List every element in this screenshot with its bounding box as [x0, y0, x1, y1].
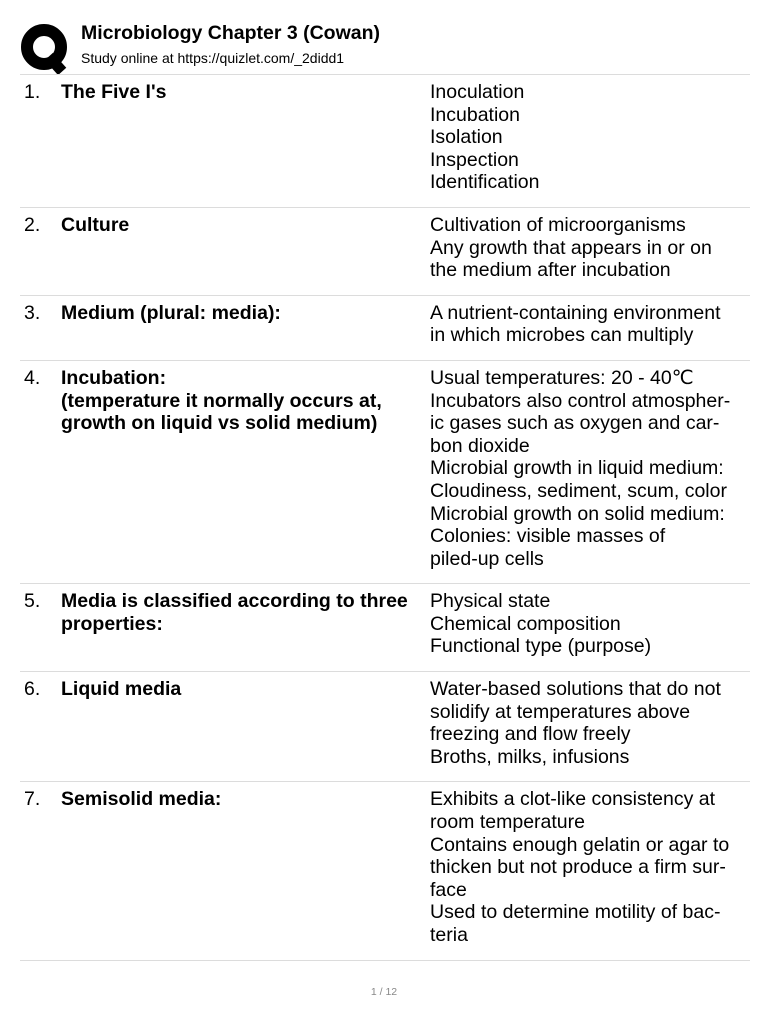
term-line: growth on liquid vs solid medium)	[61, 412, 378, 435]
definition-line: Incubators also control atmospher-	[430, 389, 731, 412]
flashcard-row	[20, 584, 750, 672]
term-line: Culture	[61, 213, 130, 236]
definition-line: in which microbes can multiply	[430, 324, 694, 347]
definition-line: Identification	[430, 171, 540, 194]
definition-line: Microbial growth on solid medium:	[430, 502, 725, 525]
card-number: 3.	[24, 301, 41, 324]
term-line: properties:	[61, 612, 163, 635]
term-line: Liquid media	[61, 678, 182, 701]
card-term	[61, 788, 430, 811]
term-line: Incubation:	[61, 366, 167, 389]
term-line: The Five I's	[61, 81, 167, 103]
card-number: 4.	[24, 366, 41, 389]
card-term	[61, 81, 430, 104]
card-number: 2.	[24, 213, 41, 236]
definition-line: Microbial growth in liquid medium:	[430, 457, 724, 480]
card-number: 6.	[24, 678, 41, 701]
term-line: Media is classified according to three	[61, 590, 408, 613]
term-line: (temperature it normally occurs at,	[61, 389, 382, 412]
flashcard-row	[20, 75, 750, 208]
definition-line: Any growth that appears in or on	[430, 236, 712, 259]
document-title: Microbiology Chapter 3 (Cowan)	[81, 22, 381, 44]
card-number: 7.	[24, 788, 41, 811]
card-definition	[430, 302, 750, 347]
definition-line: Inspection	[430, 148, 519, 171]
definition-line: piled-up cells	[430, 547, 544, 570]
definition-line: Broths, milks, infusions	[430, 745, 630, 768]
card-definition	[430, 81, 750, 194]
flashcard-row	[20, 672, 750, 782]
definition-line: Cultivation of microorganisms	[430, 213, 686, 236]
card-number: 5.	[24, 590, 41, 613]
definition-line: ic gases such as oxygen and car-	[430, 412, 720, 435]
page-indicator: 1 / 12	[370, 986, 398, 998]
definition-line: Used to determine motility of bac-	[430, 901, 721, 924]
definition-line: Usual temperatures: 20 - 40℃	[430, 366, 694, 389]
definition-line: Inoculation	[430, 81, 525, 103]
definition-line: Exhibits a clot-like consistency at	[430, 788, 716, 811]
definition-line: Water-based solutions that do not	[430, 678, 721, 701]
study-online-link[interactable]: Study online at https://quizlet.com/_2didd1	[81, 50, 345, 66]
definition-line: Contains enough gelatin or agar to	[430, 833, 730, 856]
card-definition	[430, 214, 750, 282]
definition-line: Colonies: visible masses of	[430, 525, 666, 548]
definition-line: face	[430, 878, 467, 901]
flashcard-row	[20, 208, 750, 296]
term-line: Semisolid media:	[61, 788, 222, 811]
flashcard-row	[20, 296, 750, 361]
definition-line: room temperature	[430, 811, 585, 834]
card-term	[61, 590, 430, 635]
definition-line: Physical state	[430, 590, 551, 613]
card-definition	[430, 678, 750, 768]
definition-line: Chemical composition	[430, 612, 621, 635]
definition-line: A nutrient-containing environment	[430, 301, 721, 324]
card-definition	[430, 367, 750, 570]
definition-line: Incubation	[430, 103, 520, 126]
flashcard-list	[20, 75, 750, 961]
page-header	[20, 18, 750, 74]
quizlet-q-logo-icon	[20, 22, 70, 74]
flashcard-row	[20, 782, 750, 960]
definition-line: Functional type (purpose)	[430, 635, 652, 658]
definition-line: teria	[430, 924, 468, 946]
card-term	[61, 302, 430, 325]
definition-line: the medium after incubation	[430, 259, 671, 282]
definition-line: solidify at temperatures above	[430, 700, 691, 723]
card-term	[61, 214, 430, 237]
card-definition	[430, 590, 750, 658]
card-term	[61, 678, 430, 701]
definition-line: freezing and flow freely	[430, 723, 631, 746]
definition-line: Cloudiness, sediment, scum, color	[430, 479, 727, 502]
flashcard-row	[20, 361, 750, 584]
definition-line: Isolation	[430, 126, 503, 149]
card-definition	[430, 788, 750, 946]
definition-line: bon dioxide	[430, 434, 530, 457]
card-term	[61, 367, 430, 435]
definition-line: thicken but not produce a firm sur-	[430, 856, 726, 879]
card-number: 1.	[24, 81, 41, 103]
term-line: Medium (plural: media):	[61, 301, 281, 324]
